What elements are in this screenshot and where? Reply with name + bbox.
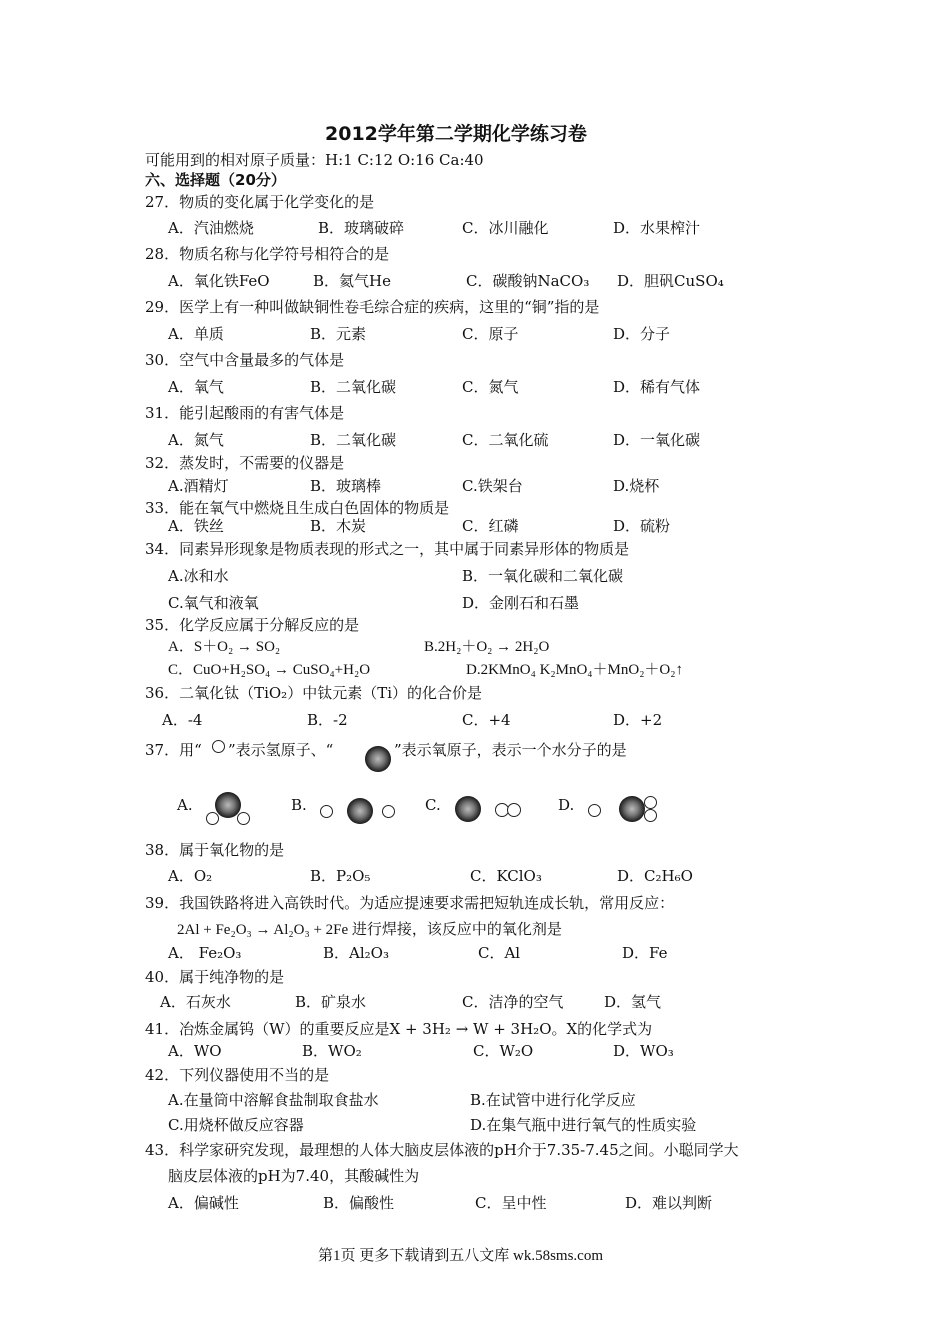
q37-option-d: D. (558, 796, 575, 814)
q37-option-c: C. (425, 796, 441, 814)
q32-stem: 32．蒸发时，不需要的仪器是 (145, 454, 345, 472)
q38-stem: 38．属于氧化物的是 (145, 841, 285, 859)
q27-stem: 27．物质的变化属于化学变化的是 (145, 193, 375, 211)
page-footer: 第1页 更多下载请到五八文库 wk.58sms.com (318, 1248, 604, 1264)
q35-option-c: C．CuO+H₂SO₄ → CuSO₄+H₂O (168, 662, 371, 678)
q36-stem: 36．二氧化钛（TiO₂）中钛元素（Ti）的化合价是 (145, 684, 483, 702)
q36-option-b: B．-2 (307, 711, 348, 729)
q39-option-a: A． Fe₂O₃ (168, 944, 242, 962)
q32-option-c: C.铁架台 (462, 477, 523, 495)
q34-option-b: B．一氧化碳和二氧化碳 (462, 567, 624, 585)
q43-stem: 43．科学家研究发现，最理想的人体大脑皮层体液的pH介于7.35-7.45之间。小聪同学大 (145, 1141, 739, 1159)
q36-option-a: A．-4 (162, 711, 203, 729)
q33-option-c: C．红磷 (462, 517, 519, 535)
q34-option-a: A.冰和水 (168, 567, 229, 585)
q27-option-c: C．冰川融化 (462, 219, 549, 237)
q35-stem: 35．化学反应属于分解反应的是 (145, 616, 360, 634)
q27-option-d: D．水果榨汁 (613, 219, 701, 237)
q37-molecule-a (206, 792, 252, 828)
q35-option-d: D.2KMnO₄ K₂MnO₄＋MnO₂＋O₂↑ (466, 662, 683, 678)
q33-option-a: A．铁丝 (168, 517, 224, 535)
q42-option-a: A.在量筒中溶解食盐制取食盐水 (168, 1091, 379, 1109)
q43-option-b: B．偏酸性 (323, 1194, 395, 1212)
q34-option-c: C.氧气和液氧 (168, 594, 259, 612)
q37-option-a: A. (177, 796, 193, 814)
q34-option-d: D．金刚石和石墨 (462, 594, 580, 612)
q28-option-a: A．氧化铁FeO (168, 272, 270, 290)
q36-option-d: D．+2 (613, 711, 663, 729)
section-heading: 六、选择题（20分） (145, 171, 286, 189)
q40-stem: 40．属于纯净物的是 (145, 968, 285, 986)
q42-option-d: D.在集气瓶中进行氧气的性质实验 (470, 1116, 697, 1134)
q43-option-a: A．偏碱性 (168, 1194, 239, 1212)
q28-option-d: D．胆矾CuSO₄ (617, 272, 724, 290)
q37-molecule-b (320, 796, 396, 824)
q29-stem: 29．医学上有一种叫做缺铜性卷毛综合症的疾病，这里的“铜”指的是 (145, 298, 600, 316)
q42-option-b: B.在试管中进行化学反应 (470, 1091, 636, 1109)
q33-stem: 33．能在氧气中燃烧且生成白色固体的物质是 (145, 499, 450, 517)
q37-option-b: B. (291, 796, 307, 814)
q33-option-b: B．木炭 (310, 517, 367, 535)
q28-option-b: B．氦气He (313, 272, 391, 290)
q29-option-b: B．元素 (310, 325, 367, 343)
q30-stem: 30．空气中含量最多的气体是 (145, 351, 345, 369)
q38-option-d: D．C₂H₆O (617, 867, 693, 885)
q28-stem: 28．物质名称与化学符号相符合的是 (145, 245, 390, 263)
q31-option-a: A．氮气 (168, 431, 224, 449)
q31-stem: 31．能引起酸雨的有害气体是 (145, 404, 345, 422)
q40-option-c: C．洁净的空气 (462, 993, 564, 1011)
q41-option-a: A．WO (168, 1042, 222, 1060)
q43-stem-continued: 脑皮层体液的pH为7.40，其酸碱性为 (168, 1167, 420, 1185)
q38-option-a: A．O₂ (168, 867, 213, 885)
q27-option-a: A．汽油燃烧 (168, 219, 254, 237)
q38-option-c: C．KClO₃ (470, 867, 542, 885)
q29-option-d: D．分子 (613, 325, 671, 343)
q42-stem: 42．下列仪器使用不当的是 (145, 1066, 330, 1084)
q38-option-b: B．P₂O₅ (310, 867, 371, 885)
oxygen-atom-legend-icon (365, 746, 391, 772)
q30-option-d: D．稀有气体 (613, 378, 701, 396)
q39-option-d: D．Fe (622, 944, 668, 962)
q35-option-a: A．S＋O₂ → SO₂ (168, 639, 281, 655)
atomic-mass-note: 可能用到的相对原子质量：H:1 C:12 O:16 Ca:40 (145, 151, 484, 169)
q31-option-b: B．二氧化碳 (310, 431, 397, 449)
q41-option-d: D．WO₃ (613, 1042, 674, 1060)
q31-option-d: D．一氧化碳 (613, 431, 701, 449)
q30-option-c: C．氮气 (462, 378, 519, 396)
page-title: 2012学年第二学期化学练习卷 (325, 123, 587, 145)
q37-stem-part1: 37．用“ (145, 741, 202, 759)
q30-option-a: A．氧气 (168, 378, 224, 396)
q41-stem: 41．冶炼金属钨（W）的重要反应是X + 3H₂ → W + 3H₂O。X的化学式为 (145, 1020, 653, 1038)
q28-option-c: C．碳酸钠NaCO₃ (466, 272, 590, 290)
q36-option-c: C．+4 (462, 711, 511, 729)
q37-stem-part2: ”表示氢原子、“ (228, 741, 334, 759)
q40-option-a: A．石灰水 (160, 993, 231, 1011)
q37-stem-part3: ”表示氧原子，表示一个水分子的是 (394, 741, 627, 759)
q32-option-d: D.烧杯 (613, 477, 660, 495)
q39-option-c: C．Al (478, 944, 521, 962)
q37-molecule-c (455, 796, 525, 824)
q40-option-b: B．矿泉水 (295, 993, 367, 1011)
q32-option-a: A.酒精灯 (168, 477, 229, 495)
q30-option-b: B．二氧化碳 (310, 378, 397, 396)
q34-stem: 34．同素异形现象是物质表现的形式之一，其中属于同素异形体的物质是 (145, 540, 630, 558)
q39-equation: 2Al + Fe₂O₃ → Al₂O₃ + 2Fe 进行焊接，该反应中的氧化剂是 (177, 922, 562, 938)
q29-option-a: A．单质 (168, 325, 224, 343)
q42-option-c: C.用烧杯做反应容器 (168, 1116, 304, 1134)
q35-option-b: B.2H₂＋O₂ → 2H₂O (424, 639, 550, 655)
q33-option-d: D．硫粉 (613, 517, 671, 535)
q43-option-c: C．呈中性 (475, 1194, 547, 1212)
q27-option-b: B．玻璃破碎 (318, 219, 405, 237)
q39-option-b: B．Al₂O₃ (323, 944, 389, 962)
q40-option-d: D．氢气 (604, 993, 662, 1011)
hydrogen-atom-legend-icon (212, 740, 225, 753)
q29-option-c: C．原子 (462, 325, 519, 343)
q39-stem: 39．我国铁路将进入高铁时代。为适应提速要求需把短轨连成长轨，常用反应： (145, 894, 675, 912)
q32-option-b: B．玻璃棒 (310, 477, 382, 495)
q41-option-b: B．WO₂ (302, 1042, 362, 1060)
q31-option-c: C．二氧化硫 (462, 431, 549, 449)
q43-option-d: D．难以判断 (625, 1194, 713, 1212)
q37-molecule-d (588, 794, 660, 824)
q41-option-c: C．W₂O (473, 1042, 534, 1060)
